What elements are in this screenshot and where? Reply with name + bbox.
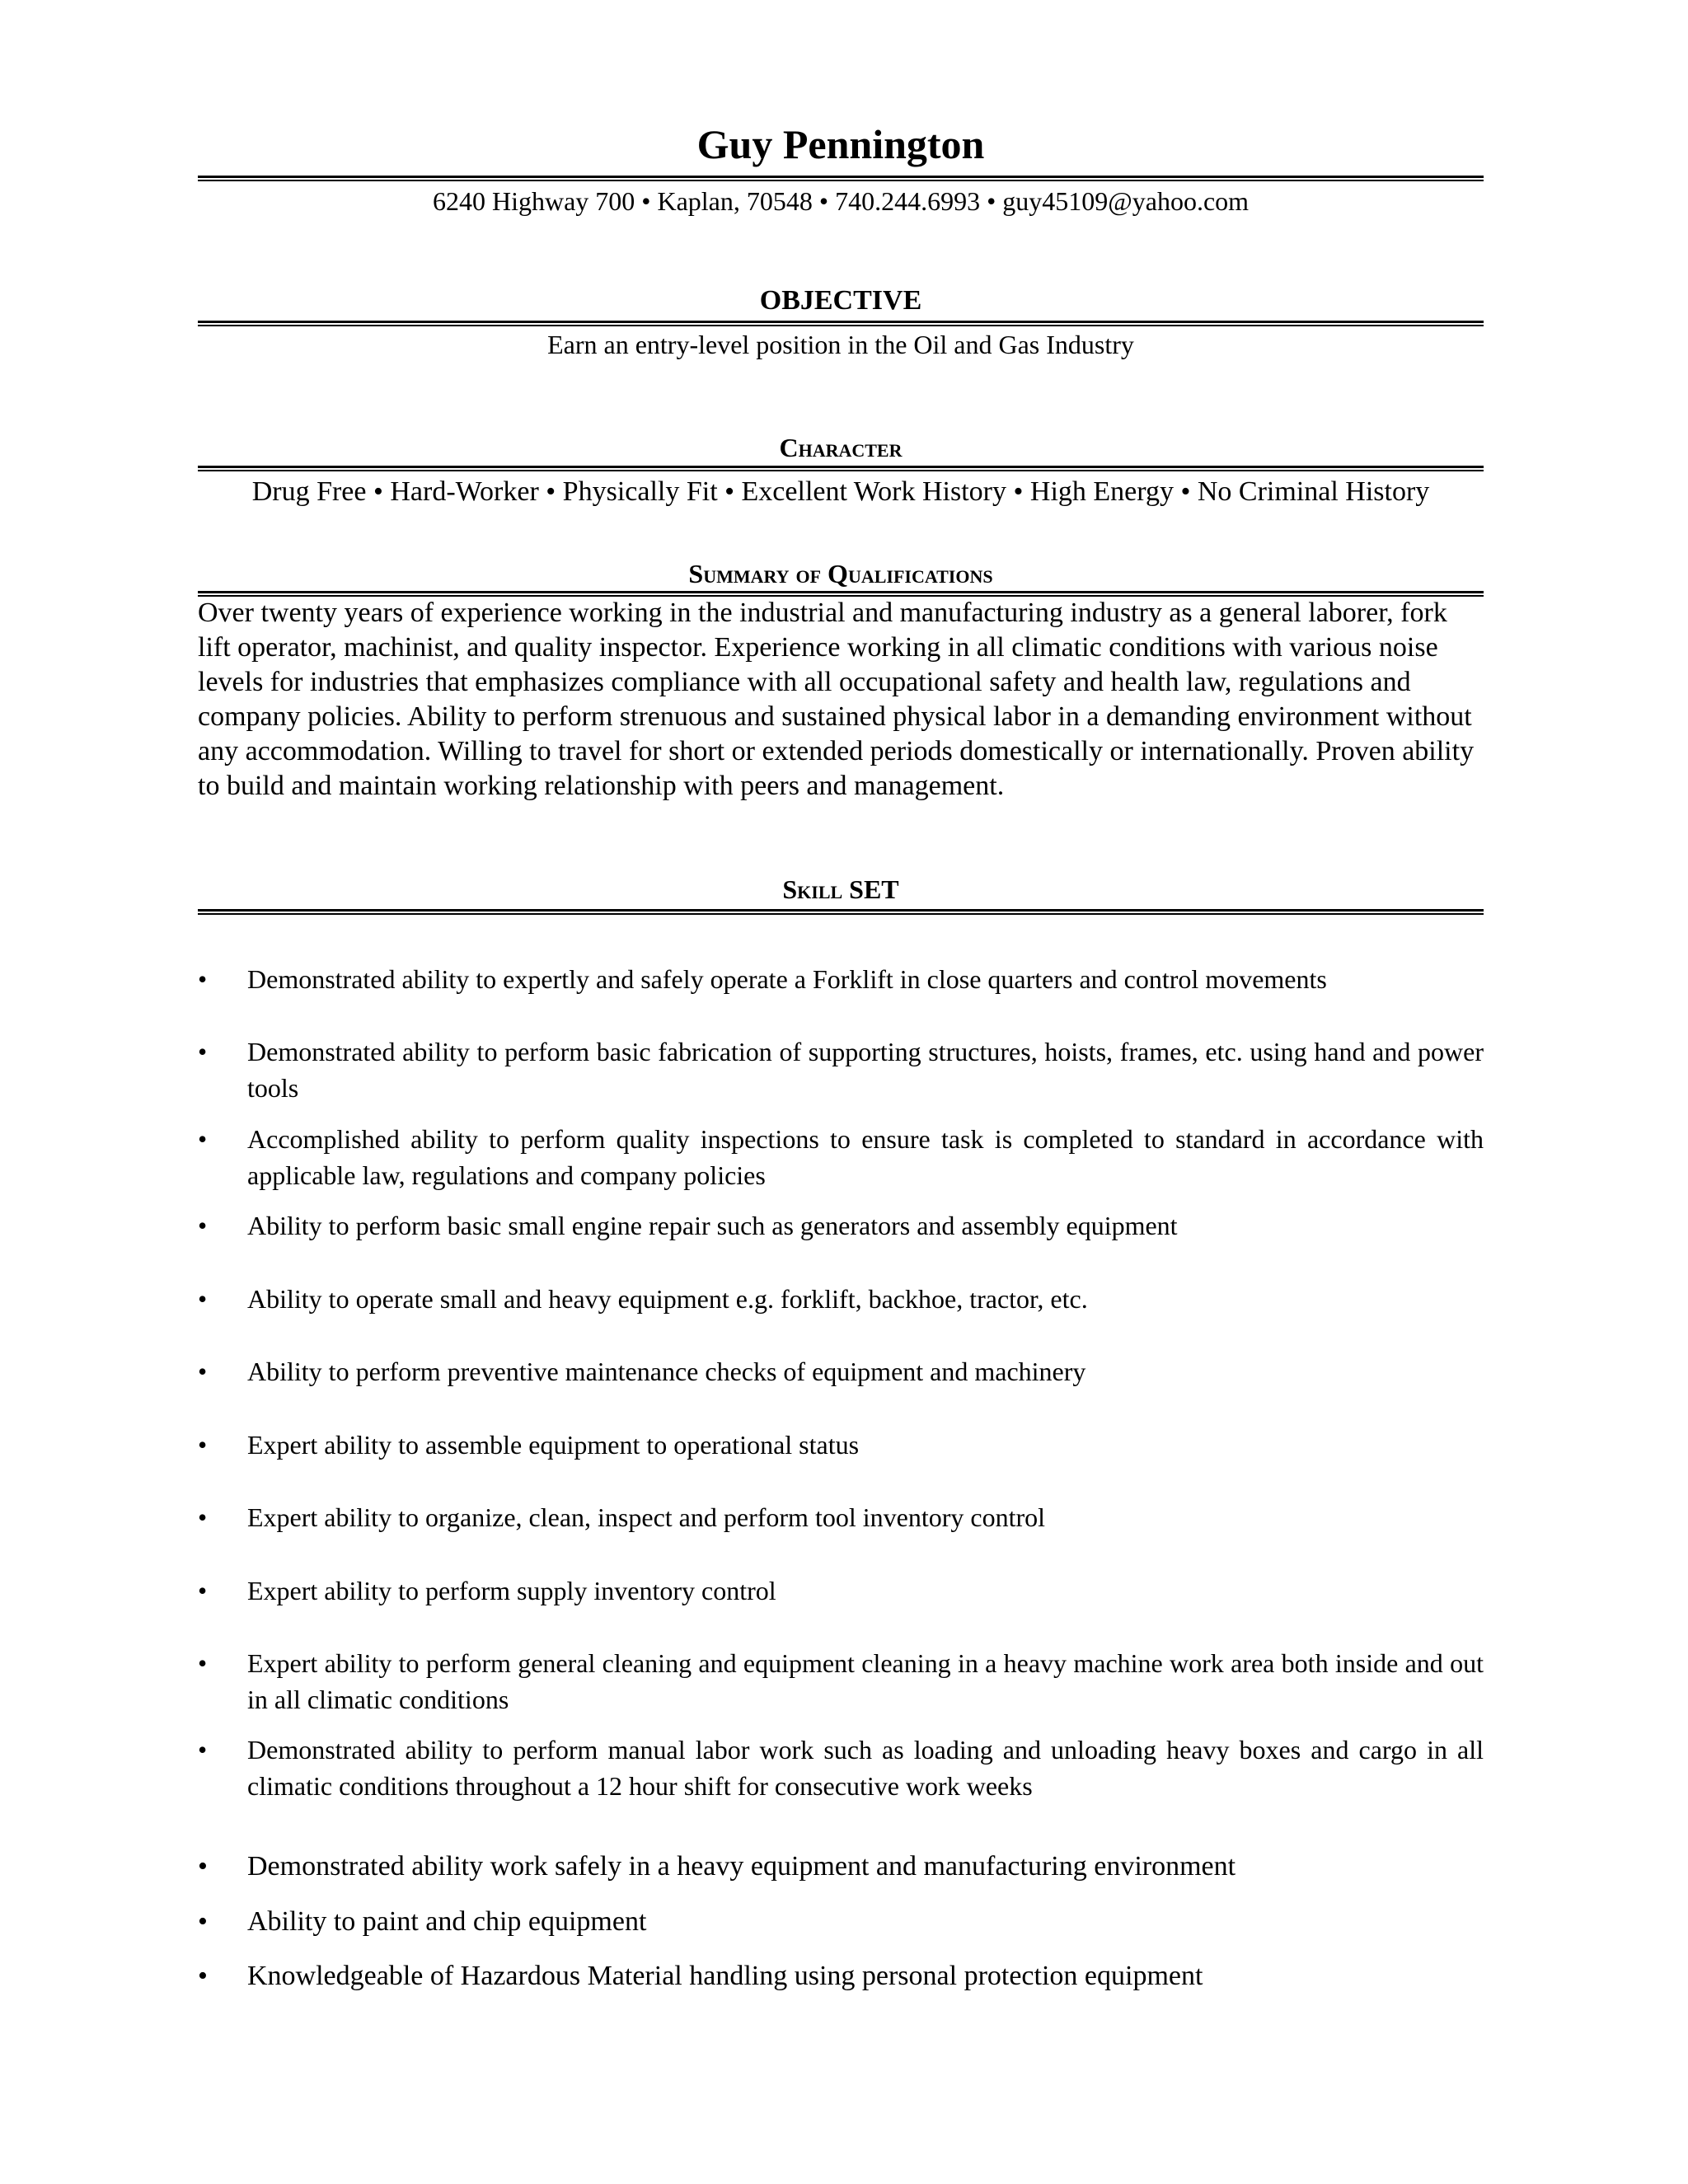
header-rule — [198, 176, 1484, 181]
skill-text: Accomplished ability to perform quality inspections to ensure task is completed to standard in accordance with applicable law, regulations and company policies — [247, 1124, 1484, 1190]
summary-heading: Summary of Qualifications — [688, 559, 993, 588]
character-traits: Drug Free • Hard-Worker • Physically Fit • Excellent Work History • High Energy • No Criminal History — [251, 476, 1430, 507]
bullet-icon: • — [198, 1357, 208, 1386]
bullet-icon: • — [198, 964, 208, 994]
skill-text: Ability to perform preventive maintenance checks of equipment and machinery — [247, 1357, 1086, 1386]
skill-text: Expert ability to perform supply inventory control — [247, 1576, 776, 1605]
skill-text: Ability to operate small and heavy equipment e.g. forklift, backhoe, tractor, etc. — [247, 1284, 1088, 1314]
bullet-icon: • — [198, 1211, 208, 1240]
skill-text: Demonstrated ability to perform basic fabrication of supporting structures, hoists, frames, etc. using hand and power tools — [247, 1037, 1484, 1103]
bullet-icon: • — [198, 1735, 208, 1765]
candidate-name: Guy Pennington — [696, 121, 985, 167]
bullet-icon: • — [198, 1284, 208, 1314]
bullet-icon: • — [198, 1851, 208, 1882]
objective-heading: OBJECTIVE — [759, 285, 922, 316]
skills-heading: Skill SET — [782, 874, 899, 904]
bullet-icon: • — [198, 1502, 208, 1532]
character-heading: Character — [779, 433, 903, 462]
character-rule — [198, 466, 1484, 471]
skill-text: Demonstrated ability to expertly and safely operate a Forklift in close quarters and control movements — [247, 964, 1327, 994]
bullet-icon: • — [198, 1906, 208, 1937]
skill-text: Demonstrated ability to perform manual labor work such as loading and unloading heavy boxes and cargo in all climatic conditions throughout a 12 hour shift for consecutive work weeks — [247, 1735, 1484, 1801]
skill-text: Ability to paint and chip equipment — [247, 1906, 647, 1937]
skill-text: Demonstrated ability work safely in a heavy equipment and manufacturing environment — [247, 1851, 1236, 1882]
objective-text: Earn an entry-level position in the Oil and Gas Industry — [547, 330, 1134, 359]
bullet-icon: • — [198, 1430, 208, 1460]
contact-line: 6240 Highway 700 • Kaplan, 70548 • 740.244.6993 • guy45109@yahoo.com — [432, 186, 1250, 216]
bullet-icon: • — [198, 1961, 208, 1991]
skill-text: Expert ability to perform general cleaning and equipment cleaning in a heavy machine work area both inside and out in all climatic conditions — [247, 1648, 1484, 1714]
summary-text: Over twenty years of experience working in the industrial and manufacturing industry as a general laborer, fork lift operator, machinist, and quality inspector. Experience working in all climatic conditions with various noise levels for industries that emphasizes compliance with all occupational safety and health law, regulations and company policies. Ability to perform strenuous and sustained physical labor in a demanding environment without any accommodation. Willing to travel for short or extended periods domestically or internationally. Proven ability to build and maintain working relationship with peers and management. — [198, 598, 1475, 801]
skill-text: Expert ability to assemble equipment to operational status — [247, 1430, 860, 1460]
skill-text: Knowledgeable of Hazardous Material handling using personal protection equipment — [247, 1961, 1203, 1991]
bullet-icon: • — [198, 1648, 208, 1678]
bullet-icon: • — [198, 1576, 208, 1605]
skill-text: Expert ability to organize, clean, inspect and perform tool inventory control — [247, 1502, 1045, 1532]
skills-rule — [198, 909, 1484, 915]
bullet-icon: • — [198, 1037, 208, 1066]
objective-rule — [198, 321, 1484, 326]
skill-text: Ability to perform basic small engine repair such as generators and assembly equipment — [247, 1211, 1178, 1240]
bullet-icon: • — [198, 1124, 208, 1154]
